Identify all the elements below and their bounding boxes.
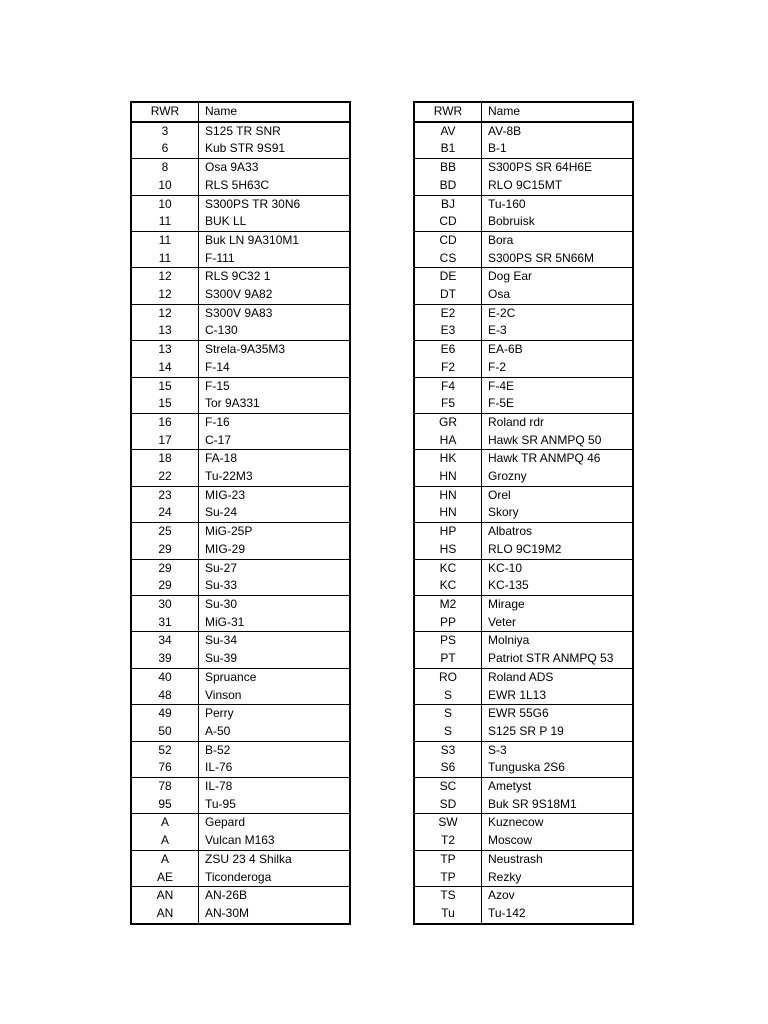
name-cell: S300PS SR 64H6E — [488, 160, 593, 175]
name-cell: Perry — [205, 706, 234, 721]
name-cell: KC-10 — [488, 560, 523, 575]
name-cell: E-3 — [488, 323, 507, 338]
table-row — [131, 504, 350, 522]
rwr-code-cell: E2 — [414, 304, 482, 322]
rwr-code-cell: SC — [414, 778, 482, 796]
name-cell: MiG-25P — [205, 524, 253, 539]
table-row — [414, 450, 633, 468]
name-cell: Tu-22M3 — [205, 469, 253, 484]
rwr-code-cell: 18 — [131, 450, 199, 468]
table-row — [414, 650, 633, 668]
table-row — [131, 413, 350, 431]
table-row — [131, 595, 350, 613]
table-row — [414, 723, 633, 741]
rwr-code-cell: AV — [414, 122, 482, 141]
table-row — [131, 869, 350, 887]
table-row — [414, 159, 633, 177]
table-row — [414, 614, 633, 632]
name-cell: Tu-142 — [488, 905, 526, 920]
table-row — [414, 559, 633, 577]
rwr-code-cell: Tu — [414, 905, 482, 924]
rwr-code-cell: 12 — [131, 304, 199, 322]
name-cell: Tor 9A331 — [205, 396, 260, 411]
table-row — [414, 395, 633, 413]
table-row — [131, 759, 350, 777]
name-cell: Gepard — [205, 815, 246, 830]
table-row — [414, 432, 633, 450]
table-row — [414, 195, 633, 213]
table-row — [131, 814, 350, 832]
rwr-code-cell: HN — [414, 486, 482, 504]
rwr-code-cell: 16 — [131, 413, 199, 431]
table-row — [131, 195, 350, 213]
rwr-code-cell: 11 — [131, 213, 199, 231]
table-row — [131, 832, 350, 850]
rwr-code-cell: 12 — [131, 286, 199, 304]
name-cell: Skory — [488, 505, 519, 520]
name-cell: Ticonderoga — [205, 869, 272, 884]
table-row — [414, 595, 633, 613]
name-cell: Patriot STR ANMPQ 53 — [488, 651, 614, 666]
table-row — [131, 268, 350, 286]
table-row — [414, 250, 633, 268]
rwr-code-cell: CS — [414, 250, 482, 268]
name-cell: S300V 9A82 — [205, 287, 273, 302]
name-column-header: Name — [488, 104, 521, 118]
table-row — [414, 122, 633, 141]
rwr-code-cell: E3 — [414, 322, 482, 340]
name-cell: Tu-95 — [205, 796, 236, 811]
rwr-code-cell: 29 — [131, 559, 199, 577]
name-cell: A-50 — [205, 723, 231, 738]
name-cell: RLS 5H63C — [205, 177, 270, 192]
rwr-code-cell: 15 — [131, 395, 199, 413]
name-cell: EWR 55G6 — [488, 706, 549, 721]
name-cell: S300PS SR 5N66M — [488, 250, 595, 265]
name-cell: Kuznecow — [488, 815, 544, 830]
table-row — [131, 778, 350, 796]
rwr-code-cell: 14 — [131, 359, 199, 377]
rwr-code-cell: S — [414, 687, 482, 705]
rwr-code-cell: HP — [414, 523, 482, 541]
header-row — [131, 102, 350, 122]
rwr-code-cell: A — [131, 814, 199, 832]
table-row — [131, 159, 350, 177]
rwr-code-cell: PP — [414, 614, 482, 632]
name-cell: Buk LN 9A310M1 — [205, 232, 300, 247]
name-cell: FA-18 — [205, 451, 238, 466]
name-cell: Neustrash — [488, 851, 543, 866]
name-cell: Bobruisk — [488, 214, 535, 229]
rwr-code-cell: 22 — [131, 468, 199, 486]
rwr-code-cell: DE — [414, 268, 482, 286]
table-row — [131, 541, 350, 559]
rwr-code-cell: F4 — [414, 377, 482, 395]
table-row — [414, 759, 633, 777]
rwr-code-cell: 95 — [131, 796, 199, 814]
name-cell: Vulcan M163 — [205, 833, 275, 848]
rwr-code-cell: 12 — [131, 268, 199, 286]
name-cell: AV-8B — [488, 123, 522, 138]
name-cell: S125 TR SNR — [205, 123, 281, 138]
name-cell: Roland ADS — [488, 669, 554, 684]
rwr-code-cell: E6 — [414, 341, 482, 359]
name-cell: Hawk SR ANMPQ 50 — [488, 432, 602, 447]
name-cell: S-3 — [488, 742, 507, 757]
rwr-code-cell: PT — [414, 650, 482, 668]
name-cell: Tu-160 — [488, 196, 526, 211]
rwr-code-cell: S6 — [414, 759, 482, 777]
name-cell: S125 SR P 19 — [488, 723, 564, 738]
name-cell: E-2C — [488, 305, 516, 320]
table-row — [414, 177, 633, 195]
table-row — [131, 559, 350, 577]
rwr-code-cell: 76 — [131, 759, 199, 777]
name-cell: KC-135 — [488, 578, 529, 593]
rwr-code-cell: 11 — [131, 231, 199, 249]
table-row — [131, 486, 350, 504]
table-row — [414, 231, 633, 249]
rwr-code-cell: SW — [414, 814, 482, 832]
name-cell: Vinson — [205, 687, 242, 702]
rwr-code-cell: 10 — [131, 177, 199, 195]
rwr-code-cell: 25 — [131, 523, 199, 541]
rwr-code-cell: HS — [414, 541, 482, 559]
table-row — [414, 304, 633, 322]
name-cell: Mirage — [488, 596, 525, 611]
table-row — [131, 140, 350, 158]
name-cell: Roland rdr — [488, 414, 545, 429]
table-row — [131, 231, 350, 249]
rwr-code-cell: 11 — [131, 250, 199, 268]
table-row — [414, 887, 633, 905]
table-row — [414, 705, 633, 723]
rwr-code-cell: AN — [131, 887, 199, 905]
rwr-code-cell: 6 — [131, 140, 199, 158]
name-cell: Su-30 — [205, 596, 238, 611]
rwr-code-cell: HN — [414, 504, 482, 522]
rwr-code-cell: 48 — [131, 687, 199, 705]
table-body — [414, 122, 633, 924]
rwr-code-cell: 23 — [131, 486, 199, 504]
rwr-code-cell: TP — [414, 869, 482, 887]
rwr-code-cell: DT — [414, 286, 482, 304]
table-row — [414, 504, 633, 522]
table-row — [414, 523, 633, 541]
rwr-code-cell: 24 — [131, 504, 199, 522]
table-body — [131, 122, 350, 924]
table-row — [131, 359, 350, 377]
name-cell: Su-27 — [205, 560, 238, 575]
name-cell: Grozny — [488, 469, 527, 484]
table-row — [414, 140, 633, 158]
rwr-code-cell: BJ — [414, 195, 482, 213]
rwr-code-cell: 13 — [131, 322, 199, 340]
rwr-code-cell: S — [414, 705, 482, 723]
table-row — [414, 213, 633, 231]
table-row — [414, 687, 633, 705]
rwr-code-cell: AE — [131, 869, 199, 887]
name-cell: Albatros — [488, 524, 533, 539]
name-cell: Ametyst — [488, 779, 532, 794]
table-row — [131, 668, 350, 686]
name-cell: IL-76 — [205, 760, 233, 775]
name-cell: C-130 — [205, 323, 238, 338]
rwr-code-cell: 10 — [131, 195, 199, 213]
name-cell: Su-24 — [205, 505, 238, 520]
table-row — [131, 577, 350, 595]
name-cell: B-1 — [488, 141, 507, 156]
rwr-code-cell: PS — [414, 632, 482, 650]
name-cell: Su-34 — [205, 633, 238, 648]
table-row — [131, 796, 350, 814]
rwr-code-cell: RO — [414, 668, 482, 686]
name-cell: IL-78 — [205, 779, 233, 794]
table-row — [414, 413, 633, 431]
rwr-code-cell: 78 — [131, 778, 199, 796]
name-cell: Molniya — [488, 633, 530, 648]
table-row — [131, 395, 350, 413]
table-row — [414, 377, 633, 395]
table-row — [414, 486, 633, 504]
rwr-code-cell: GR — [414, 413, 482, 431]
name-cell: Veter — [488, 614, 517, 629]
name-cell: S300PS TR 30N6 — [205, 196, 301, 211]
name-cell: RLO 9C15MT — [488, 177, 563, 192]
rwr-code-cell: TS — [414, 887, 482, 905]
rwr-code-cell: BB — [414, 159, 482, 177]
rwr-table-right — [413, 101, 634, 925]
name-cell: Spruance — [205, 669, 257, 684]
name-cell: Rezky — [488, 869, 522, 884]
name-cell: MIG-23 — [205, 487, 246, 502]
name-cell: ZSU 23 4 Shilka — [205, 851, 292, 866]
rwr-code-cell: CD — [414, 213, 482, 231]
table-row — [414, 869, 633, 887]
rwr-code-cell: HA — [414, 432, 482, 450]
table-row — [414, 741, 633, 759]
name-cell: F-14 — [205, 359, 230, 374]
table-row — [414, 322, 633, 340]
name-cell: S300V 9A83 — [205, 305, 273, 320]
name-cell: F-2 — [488, 359, 506, 374]
rwr-code-cell: SD — [414, 796, 482, 814]
table-row — [414, 359, 633, 377]
name-cell: Tunguska 2S6 — [488, 760, 565, 775]
table-row — [131, 705, 350, 723]
name-cell: F-15 — [205, 378, 230, 393]
name-cell: F-16 — [205, 414, 230, 429]
rwr-code-cell: A — [131, 832, 199, 850]
table-row — [414, 541, 633, 559]
rwr-code-cell: S — [414, 723, 482, 741]
rwr-code-cell: F2 — [414, 359, 482, 377]
table-row — [131, 213, 350, 231]
table-row — [414, 796, 633, 814]
rwr-code-cell: KC — [414, 559, 482, 577]
table-row — [414, 850, 633, 868]
rwr-column-header: RWR — [131, 102, 199, 122]
name-cell: B-52 — [205, 742, 231, 757]
rwr-code-cell: 13 — [131, 341, 199, 359]
name-cell: MIG-29 — [205, 541, 246, 556]
name-cell: Buk SR 9S18M1 — [488, 796, 577, 811]
rwr-code-cell: A — [131, 850, 199, 868]
rwr-code-cell: 8 — [131, 159, 199, 177]
rwr-code-cell: 17 — [131, 432, 199, 450]
table-row — [414, 341, 633, 359]
name-cell: AN-26B — [205, 888, 248, 903]
table-row — [131, 304, 350, 322]
table-row — [131, 450, 350, 468]
rwr-column-header: RWR — [414, 102, 482, 122]
name-cell: AN-30M — [205, 905, 250, 920]
rwr-code-cell: M2 — [414, 595, 482, 613]
name-cell: Osa — [488, 287, 511, 302]
rwr-code-cell: 15 — [131, 377, 199, 395]
name-cell: RLO 9C19M2 — [488, 541, 562, 556]
rwr-code-cell: 29 — [131, 577, 199, 595]
name-cell: Dog Ear — [488, 269, 533, 284]
name-cell: EA-6B — [488, 342, 523, 357]
table-row — [131, 523, 350, 541]
rwr-code-cell: BD — [414, 177, 482, 195]
rwr-code-cell: 50 — [131, 723, 199, 741]
table-row — [131, 850, 350, 868]
table-row — [414, 778, 633, 796]
name-cell: MiG-31 — [205, 614, 245, 629]
name-cell: BUK LL — [205, 214, 247, 229]
rwr-code-cell: HK — [414, 450, 482, 468]
name-cell: F-5E — [488, 396, 515, 411]
name-cell: EWR 1L13 — [488, 687, 547, 702]
table-row — [414, 468, 633, 486]
rwr-code-cell: S3 — [414, 741, 482, 759]
rwr-code-cell: KC — [414, 577, 482, 595]
table-row — [131, 468, 350, 486]
name-cell: Su-33 — [205, 578, 238, 593]
table-row — [131, 286, 350, 304]
table-row — [131, 650, 350, 668]
name-cell: Osa 9A33 — [205, 160, 259, 175]
table-row — [131, 614, 350, 632]
table-row — [414, 814, 633, 832]
table-row — [414, 632, 633, 650]
table-row — [131, 432, 350, 450]
rwr-code-cell: 3 — [131, 122, 199, 141]
table-row — [131, 887, 350, 905]
table-row — [131, 250, 350, 268]
rwr-code-cell: HN — [414, 468, 482, 486]
name-cell: RLS 9C32 1 — [205, 269, 271, 284]
name-cell: Moscow — [488, 833, 533, 848]
name-cell: F-4E — [488, 378, 515, 393]
table-row — [414, 577, 633, 595]
table-row — [414, 268, 633, 286]
name-cell: Bora — [488, 232, 514, 247]
table-row — [414, 286, 633, 304]
rwr-code-cell: 49 — [131, 705, 199, 723]
table-row — [414, 668, 633, 686]
name-cell: C-17 — [205, 432, 232, 447]
name-cell: Hawk TR ANMPQ 46 — [488, 451, 601, 466]
table-row — [414, 832, 633, 850]
rwr-code-cell: T2 — [414, 832, 482, 850]
rwr-code-cell: AN — [131, 905, 199, 924]
rwr-code-cell: F5 — [414, 395, 482, 413]
rwr-code-cell: 39 — [131, 650, 199, 668]
table-row — [131, 377, 350, 395]
rwr-code-cell: B1 — [414, 140, 482, 158]
name-cell: Su-39 — [205, 651, 238, 666]
name-column-header: Name — [205, 104, 238, 118]
rwr-code-cell: 40 — [131, 668, 199, 686]
table-row — [131, 122, 350, 141]
rwr-code-cell: 31 — [131, 614, 199, 632]
rwr-code-cell: CD — [414, 231, 482, 249]
table-row — [131, 632, 350, 650]
name-cell: Orel — [488, 487, 511, 502]
rwr-code-cell: TP — [414, 850, 482, 868]
name-cell: Azov — [488, 888, 515, 903]
table-row — [131, 723, 350, 741]
rwr-code-cell: 34 — [131, 632, 199, 650]
rwr-code-cell: 52 — [131, 741, 199, 759]
table-row — [131, 322, 350, 340]
name-cell: F-111 — [205, 250, 235, 265]
table-row — [131, 741, 350, 759]
rwr-table-left — [130, 101, 351, 925]
table-row — [131, 341, 350, 359]
name-cell: Kub STR 9S91 — [205, 141, 286, 156]
rwr-code-cell: 30 — [131, 595, 199, 613]
table-row — [414, 905, 633, 924]
header-row — [414, 102, 633, 122]
table-row — [131, 177, 350, 195]
name-cell: Strela-9A35M3 — [205, 342, 286, 357]
table-row — [131, 687, 350, 705]
table-row — [131, 905, 350, 924]
rwr-code-cell: 29 — [131, 541, 199, 559]
